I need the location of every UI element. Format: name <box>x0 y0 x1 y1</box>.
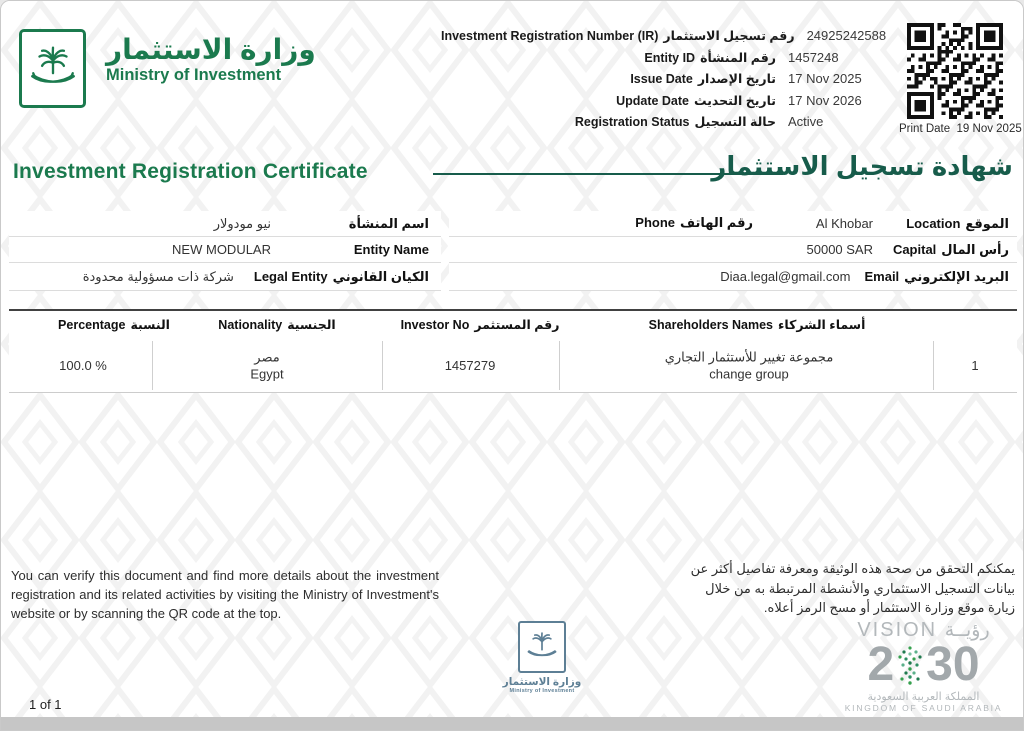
capital-label: Capital رأس المال <box>892 241 1009 257</box>
vision-kingdom-arabic: المملكة العربية السعودية <box>867 691 980 703</box>
footer-ministry-name-english: Ministry of Investment <box>509 688 575 694</box>
entity-id-label: Entity ID رقم المنشأة <box>644 50 776 65</box>
ministry-name-english: Ministry of Investment <box>106 65 282 84</box>
entity-id-value: 1457248 <box>788 49 839 65</box>
email-label: Email البريد الإلكتروني <box>864 268 1009 284</box>
info-row-registration-status <box>441 111 891 133</box>
header-percentage: Percentage النسبة <box>58 318 170 332</box>
update-date-value: 17 Nov 2026 <box>788 92 862 108</box>
ir-number-label: Investment Registration Number (IR) رقم تسجيل الاستثمار <box>441 29 795 44</box>
location-value: Al Khobar <box>815 216 873 231</box>
verification-text-english: You can verify this document and find more details about the investment registration and its related activities by visiting the Ministry of Investment's website or by scanning the QR code at the top. <box>11 568 439 621</box>
vision-kingdom-english: KINGDOM OF SAUDI ARABIA <box>844 703 1003 713</box>
row-legal-entity <box>9 263 441 291</box>
ministry-logo-text <box>106 35 316 86</box>
entity-name-arabic-value: نيو مودولار <box>213 215 271 231</box>
header-nationality: Nationality الجنسية <box>218 318 336 332</box>
column-divider <box>152 341 153 390</box>
registration-status-value: Active <box>788 114 824 130</box>
column-divider <box>559 341 560 390</box>
cell-percentage: 100.0 % <box>59 357 107 373</box>
entity-name-english-value: NEW MODULAR <box>172 242 271 257</box>
entity-details-right <box>449 211 1017 291</box>
ir-number-value: 24925242588 <box>806 28 887 44</box>
shareholder-row <box>9 339 1017 393</box>
ministry-name-arabic: وزارة الاستثمار <box>106 34 316 65</box>
ministry-logo <box>19 29 86 108</box>
certificate-title-english: Investment Registration Certificate <box>13 160 368 183</box>
cell-investor-no: 1457279 <box>444 357 496 373</box>
vision-year: 2 30 <box>867 638 980 692</box>
page-indicator: 1 of 1 <box>29 697 62 712</box>
update-date-label: Update Date تاريخ التحديث <box>616 93 776 108</box>
saudi-emblem-icon <box>27 38 79 100</box>
info-row-ir-number <box>441 25 891 47</box>
entity-name-arabic-label: اسم المنشأة <box>348 215 429 231</box>
footer-ministry-stamp <box>497 621 587 694</box>
row-capital <box>449 237 1017 263</box>
viewer-bottom-bar <box>1 717 1023 730</box>
email-value: Diaa.legal@gmail.com <box>720 269 851 284</box>
entity-name-english-label: Entity Name <box>353 242 429 257</box>
header-shareholders-names: Shareholders Names أسماء الشركاء <box>648 318 866 332</box>
row-entity-name-arabic <box>9 211 441 237</box>
vision-2030-logo <box>836 619 1011 713</box>
cell-row-index: 1 <box>971 357 979 373</box>
cell-nationality: مصر Egypt <box>250 348 284 382</box>
footer-ministry-name-arabic: وزارة الاستثمار <box>502 676 582 688</box>
vision-wordmark: VISION رؤيــة <box>857 619 990 641</box>
location-label: Location الموقع <box>906 215 1009 231</box>
qr-block <box>899 23 1022 135</box>
entity-details-left <box>9 211 441 291</box>
shareholders-header-row <box>9 311 1017 339</box>
column-divider <box>382 341 383 390</box>
registration-info-block <box>441 25 891 133</box>
shareholders-table <box>9 309 1017 393</box>
footer-emblem-box <box>518 621 566 673</box>
row-email <box>449 263 1017 291</box>
cell-shareholder-name: مجموعة تغيير للأستثمار التجاري change group <box>664 348 834 382</box>
column-divider <box>933 341 934 390</box>
info-row-entity-id <box>441 47 891 69</box>
row-location <box>449 211 1017 237</box>
print-date: Print Date 19 Nov 2025 <box>899 123 1022 135</box>
row-entity-name-english <box>9 237 441 263</box>
header-investor-no: Investor No رقم المستثمر <box>400 318 560 332</box>
legal-entity-value: شركة ذات مسؤولية محدودة <box>82 268 234 284</box>
capital-value: 50000 SAR <box>806 242 873 257</box>
registration-status-label: Registration Status حالة التسجيل <box>574 115 776 130</box>
info-row-issue-date <box>441 68 891 90</box>
info-row-update-date <box>441 90 891 112</box>
vision-dotted-palm-icon <box>892 642 928 688</box>
certificate-title-arabic: شهادة تسجيل الاستثمار <box>711 151 1013 181</box>
qr-code-icon <box>907 23 1003 119</box>
saudi-emblem-icon <box>525 626 559 668</box>
issue-date-label: Issue Date تاريخ الإصدار <box>630 72 776 87</box>
phone-label: Phone رقم الهاتف <box>635 215 753 230</box>
verification-text-arabic: يمكنكم التحقق من صحة هذه الوثيقة ومعرفة تفاصيل أكثر عن بيانات التسجيل الاستثماري والأنشطة المرتبطة به من خلال زيارة موقع وزارة الاستثمار أو مسح الرمز أعلاه. <box>690 561 1015 615</box>
issue-date-value: 17 Nov 2025 <box>788 71 862 87</box>
legal-entity-label: Legal Entity الكيان القانوني <box>253 268 429 284</box>
